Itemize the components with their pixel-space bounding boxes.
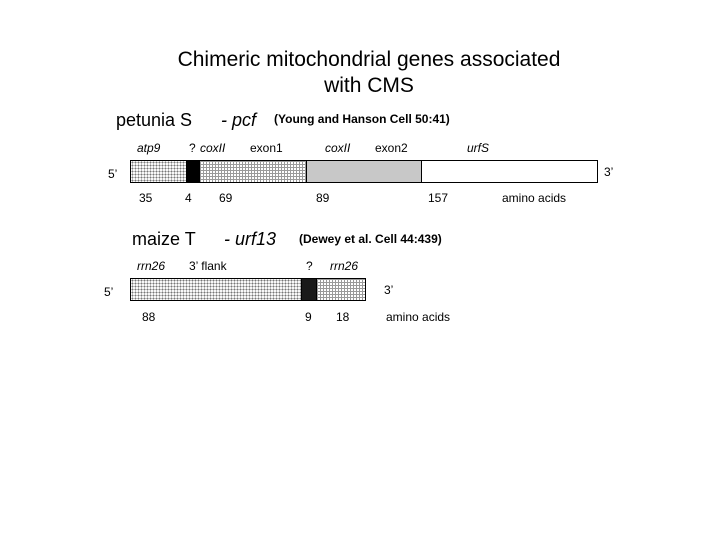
label-rrn26-a: rrn26 bbox=[137, 259, 166, 273]
maize-aa-rrn26-flank: 88 bbox=[142, 310, 156, 324]
maize-units-label: amino acids bbox=[386, 310, 451, 324]
petunia-aa-coxII-exon1: 69 bbox=[219, 191, 233, 205]
petunia-aa-coxII-exon2: 89 bbox=[316, 191, 330, 205]
maize-segment-unknown bbox=[301, 278, 317, 301]
maize-aa-unknown: 9 bbox=[305, 310, 312, 324]
maize-5prime-label: 5’ bbox=[104, 285, 114, 299]
maize-organism-label: maize T bbox=[132, 229, 196, 249]
label-atp9: atp9 bbox=[137, 141, 161, 155]
petunia-segment-coxII-exon1 bbox=[199, 160, 307, 183]
maize-3prime-label: 3’ bbox=[384, 283, 394, 297]
petunia-segment-unknown bbox=[186, 160, 200, 183]
label-urfS: urfS bbox=[467, 141, 490, 155]
petunia-segment-urfS bbox=[421, 160, 598, 183]
petunia-segment-atp9 bbox=[130, 160, 187, 183]
maize-reference: (Dewey et al. Cell 44:439) bbox=[299, 232, 442, 246]
label-coxII-exon1-part: exon1 bbox=[250, 141, 283, 155]
label-unknown-petunia: ? bbox=[189, 141, 196, 155]
petunia-organism-label: petunia S bbox=[116, 110, 193, 130]
petunia-3prime-label: 3’ bbox=[604, 165, 614, 179]
maize-gene-label: - urf13 bbox=[224, 229, 277, 249]
label-coxII-exon2-part: exon2 bbox=[375, 141, 408, 155]
diagram-title-line1: Chimeric mitochondrial genes associated bbox=[177, 48, 561, 71]
diagram-title-line2: with CMS bbox=[324, 74, 414, 97]
label-3prime-flank: 3’ flank bbox=[189, 259, 227, 273]
maize-aa-rrn26: 18 bbox=[336, 310, 350, 324]
maize-segment-rrn26-flank bbox=[130, 278, 302, 301]
petunia-segment-coxII-exon2 bbox=[306, 160, 422, 183]
petunia-5prime-label: 5’ bbox=[108, 167, 118, 181]
petunia-reference: (Young and Hanson Cell 50:41) bbox=[274, 112, 450, 126]
label-rrn26-b: rrn26 bbox=[330, 259, 359, 273]
maize-segment-rrn26 bbox=[316, 278, 366, 301]
petunia-units-label: amino acids bbox=[502, 191, 567, 205]
petunia-aa-atp9: 35 bbox=[139, 191, 153, 205]
petunia-aa-unknown: 4 bbox=[185, 191, 192, 205]
petunia-gene-label: - pcf bbox=[221, 110, 257, 130]
label-coxII-exon1-gene: coxII bbox=[200, 141, 226, 155]
label-unknown-maize: ? bbox=[306, 259, 313, 273]
label-coxII-exon2-gene: coxII bbox=[325, 141, 351, 155]
petunia-aa-urfS: 157 bbox=[428, 191, 449, 205]
